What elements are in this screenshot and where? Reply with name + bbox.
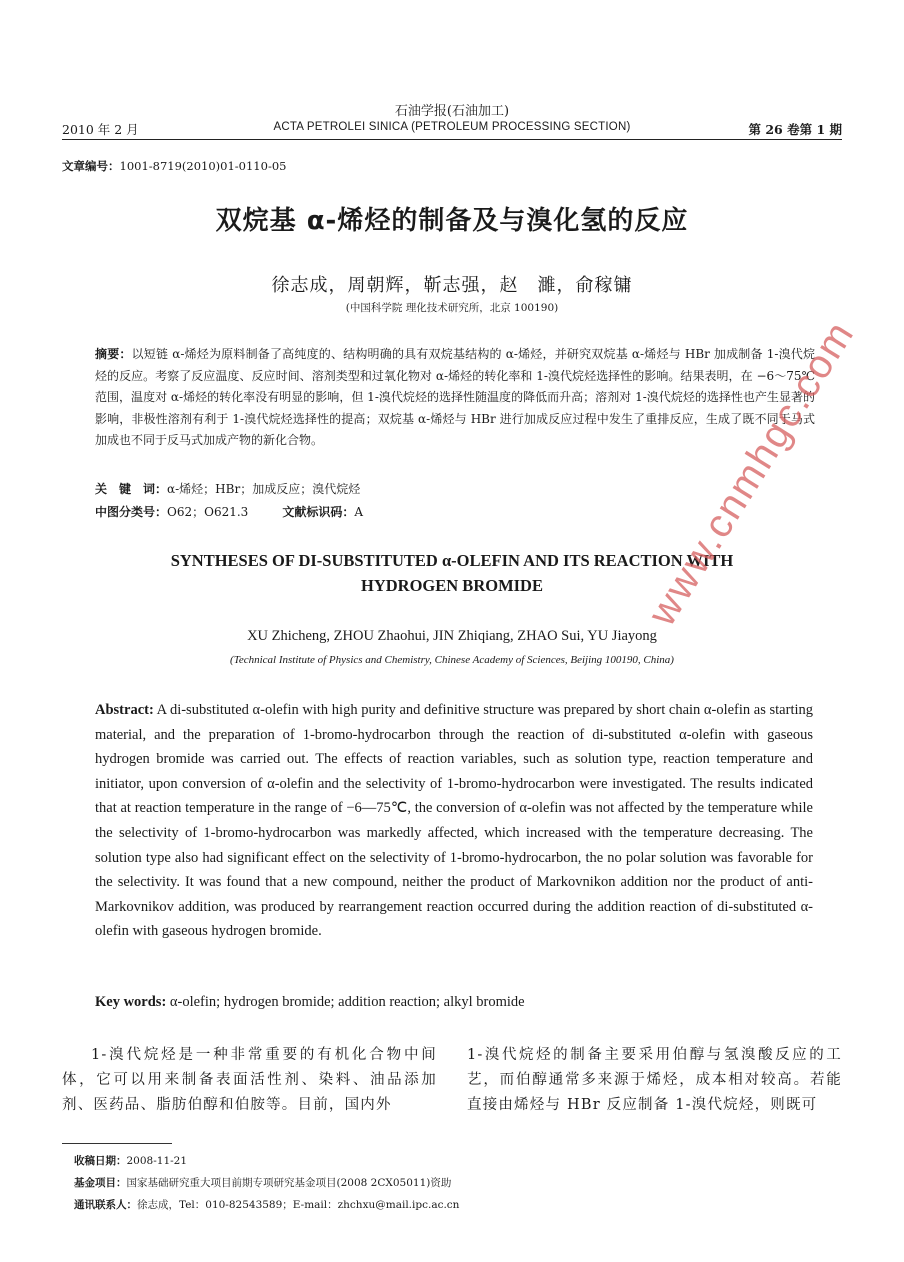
footnote-contact bbox=[74, 1194, 459, 1216]
keywords-cn-label: 关 键 词： bbox=[95, 482, 168, 496]
keywords-en-label: Key words: bbox=[95, 994, 167, 1010]
doc-code-label: 文献标识码： bbox=[282, 505, 355, 519]
footnote-rule bbox=[62, 1143, 172, 1144]
paper-title-cn: 双烷基 α-烯烃的制备及与溴化氢的反应 bbox=[215, 206, 689, 236]
abstract-cn-label: 摘要： bbox=[95, 347, 132, 361]
journal-title-cn: 石油学报(石油加工) bbox=[394, 104, 510, 119]
fund-text: 国家基础研究重大项目前期专项研究基金项目(2008 2CX05011)资助 bbox=[126, 1177, 452, 1189]
journal-title-en: ACTA PETROLEI SINICA (PETROLEUM PROCESSING SECTION) bbox=[273, 121, 631, 133]
abstract-cn bbox=[95, 344, 815, 452]
footnote-fund bbox=[74, 1172, 459, 1194]
authors-en: XU Zhicheng, ZHOU Zhaohui, JIN Zhiqiang, ZHAO Sui, YU Jiayong bbox=[247, 628, 657, 644]
header-rule bbox=[62, 139, 842, 140]
keywords-cn-text: α-烯烃；HBr；加成反应；溴代烷烃 bbox=[167, 482, 361, 496]
volume-issue: 第 26 卷第 1 期 bbox=[748, 122, 842, 137]
abstract-en-label: Abstract: bbox=[95, 702, 154, 718]
issue-date: 2010 年 2 月 bbox=[62, 122, 139, 137]
doc-code-value: A bbox=[354, 505, 364, 519]
article-number bbox=[62, 158, 286, 174]
keywords-en bbox=[95, 994, 525, 1011]
classification-cn bbox=[95, 503, 363, 520]
body-column-right: 1-溴代烷烃的制备主要采用伯醇与氢溴酸反应的工艺，而伯醇通常多来源于烯烃，成本相对较高。若能直接由烯烃与 HBr 反应制备 1-溴代烷烃，则既可 bbox=[467, 1047, 842, 1113]
watermark: www.cnmhgc.com bbox=[640, 312, 863, 634]
body-column-left: 1-溴代烷烃是一种非常重要的有机化合物中间体，它可以用来制备表面活性剂、染料、油品添加剂、医药品、脂肪伯醇和伯胺等。目前，国内外 bbox=[62, 1047, 437, 1113]
abstract-en-text: A di-substituted α-olefin with high purity and definitive structure was prepared by short chain α-olefin as starting material, and the preparation of 1-bromo-hydrocarbon through the reaction of di-substituted α-olefin with gaseous hydrogen bromide was carried out. The effects of reaction variables, such as solution type, reaction temperature and initiator, upon conversion of α-olefin and the selectivity of 1-bromo-hydrocarbon were investigated. The results indicated that at reaction temperature in the range of −6—75℃, the conversion of α-olefin was not affected by the temperature while the selectivity of 1-bromo-hydrocarbon was markedly affected, which increased with the temperature decreasing. The solution type also had significant effect on the selectivity of 1-bromo-hydrocarbon, the no polar solution was favorable for the selectivity. It was found that a new compound, neither the product of Markovnikon addition nor the product of anti-Markovnikov addition, was produced by rearrangement reaction occurred during the addition reaction of di-substituted α-olefin with gaseous hydrogen bromide. bbox=[95, 702, 813, 940]
article-number-label: 文章编号： bbox=[62, 159, 120, 173]
contact-label: 通讯联系人： bbox=[74, 1199, 137, 1211]
paper-title-en bbox=[0, 548, 904, 598]
running-header bbox=[62, 120, 842, 138]
received-label: 收稿日期： bbox=[74, 1155, 127, 1167]
clc-value: O62；O621.3 bbox=[167, 505, 249, 519]
abstract-cn-text: 以短链 α-烯烃为原料制备了高纯度的、结构明确的具有双烷基结构的 α-烯烃，并研究双烷基 α-烯烃与 HBr 加成制备 1-溴代烷烃的反应。考察了反应温度、反应时间、溶剂类型和过氧化物对 α-烯烃的转化率和 1-溴代烷烃选择性的影响。结果表明，在 −6～75℃范围，温度对 α-烯烃的转化率没有明显的影响，但 1-溴代烷烃的选择性随温度的降低而升高；溶剂对 1-溴代烷烃的选择性也产生显著的影响，非极性溶剂有利于 1-溴代烷烃选择性的提高；双烷基 α-烯烃与 HBr 进行加成反应过程中发生了重排反应，生成了既不同于马式加成也不同于反马式加成产物的新化合物。 bbox=[95, 347, 815, 447]
received-date: 2008-11-21 bbox=[126, 1155, 188, 1167]
keywords-en-text: α-olefin; hydrogen bromide; addition reaction; alkyl bromide bbox=[169, 994, 525, 1010]
clc-label: 中图分类号： bbox=[95, 505, 168, 519]
abstract-en bbox=[95, 698, 813, 944]
fund-label: 基金项目： bbox=[74, 1177, 127, 1189]
footnote-received bbox=[74, 1150, 459, 1172]
paper-title-en-line2: HYDROGEN BROMIDE bbox=[361, 576, 543, 595]
paper-title-en-line1: SYNTHESES OF DI-SUBSTITUTED α-OLEFIN AND ITS REACTION WITH bbox=[170, 551, 734, 570]
footnotes bbox=[74, 1150, 459, 1216]
contact-text: 徐志成，Tel：010-82543589；E-mail：zhchxu@mail.ipc.ac.cn bbox=[137, 1199, 460, 1211]
authors-cn: 徐志成，周朝辉，靳志强，赵 濉，俞稼镛 bbox=[271, 275, 633, 296]
article-number-value: 1001-8719(2010)01-0110-05 bbox=[119, 159, 287, 173]
affiliation-en: (Technical Institute of Physics and Chemistry, Chinese Academy of Sciences, Beijing 100190, China) bbox=[230, 654, 674, 666]
affiliation-cn: (中国科学院 理化技术研究所，北京 100190) bbox=[345, 302, 559, 314]
keywords-cn bbox=[95, 480, 360, 497]
